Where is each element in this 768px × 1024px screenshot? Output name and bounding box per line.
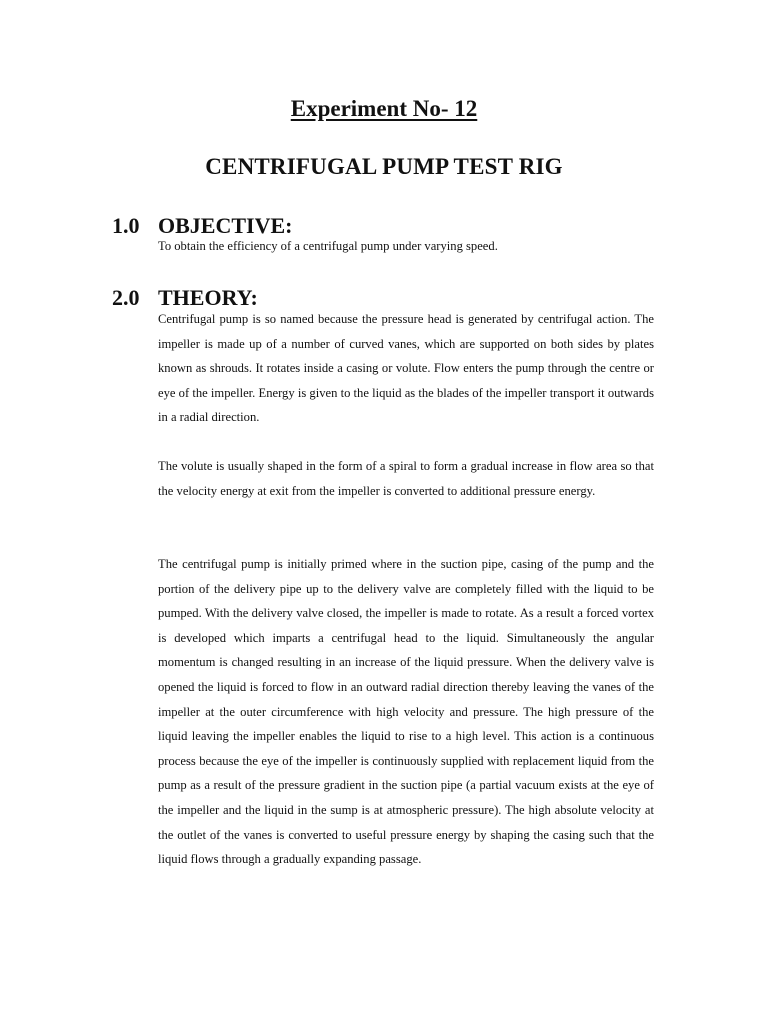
experiment-title: Experiment No- 12 [290,96,478,121]
theory-paragraph-2: The volute is usually shaped in the form of a spiral to form a gradual increase in flow area so that the velocity energy at exit from the impeller is converted to additional pressure energy. [158,459,654,498]
section-title: OBJECTIVE: [158,213,293,238]
section-number: 1.0 [112,213,140,238]
page-title: CENTRIFUGAL PUMP TEST RIG [205,154,563,179]
theory-paragraph-1: Centrifugal pump is so named because the pressure head is generated by centrifugal action. The impeller is made up of a number of curved vanes, which are supported on both sides by plates known as shrouds. It rotates inside a casing or volute. Flow enters the pump through the centre or eye of the impeller. Energy is given to the liquid as the blades of the impeller transport it outwards in a radial direction. [158,312,654,425]
section-number: 2.0 [112,285,140,310]
objective-paragraph: To obtain the efficiency of a centrifugal pump under varying speed. [158,239,498,253]
section-title: THEORY: [158,285,258,310]
theory-paragraph-3: The centrifugal pump is initially primed where in the suction pipe, casing of the pump and the portion of the delivery pipe up to the delivery valve are completely filled with the liquid to be pumped. With the delivery valve closed, the impeller is made to rotate. As a result a forced vortex is developed which imparts a centrifugal head to the liquid. Simultaneously the angular momentum is changed resulting in an increase of the liquid pressure. When the delivery valve is opened the liquid is forced to flow in an outward radial direction thereby leaving the vanes of the impeller at the outer circumference with high velocity and pressure. The high pressure of the liquid leaving the impeller enables the liquid to rise to a high level. This action is a continuous process because the eye of the impeller is continuously supplied with replacement liquid from the pump as a result of the pressure gradient in the suction pipe (a partial vacuum exists at the eye of the impeller and the liquid in the sump is at atmospheric pressure). The high absolute velocity at the outlet of the vanes is converted to useful pressure energy by shaping the casing such that the liquid flows through a gradually expanding passage. [158,557,654,867]
